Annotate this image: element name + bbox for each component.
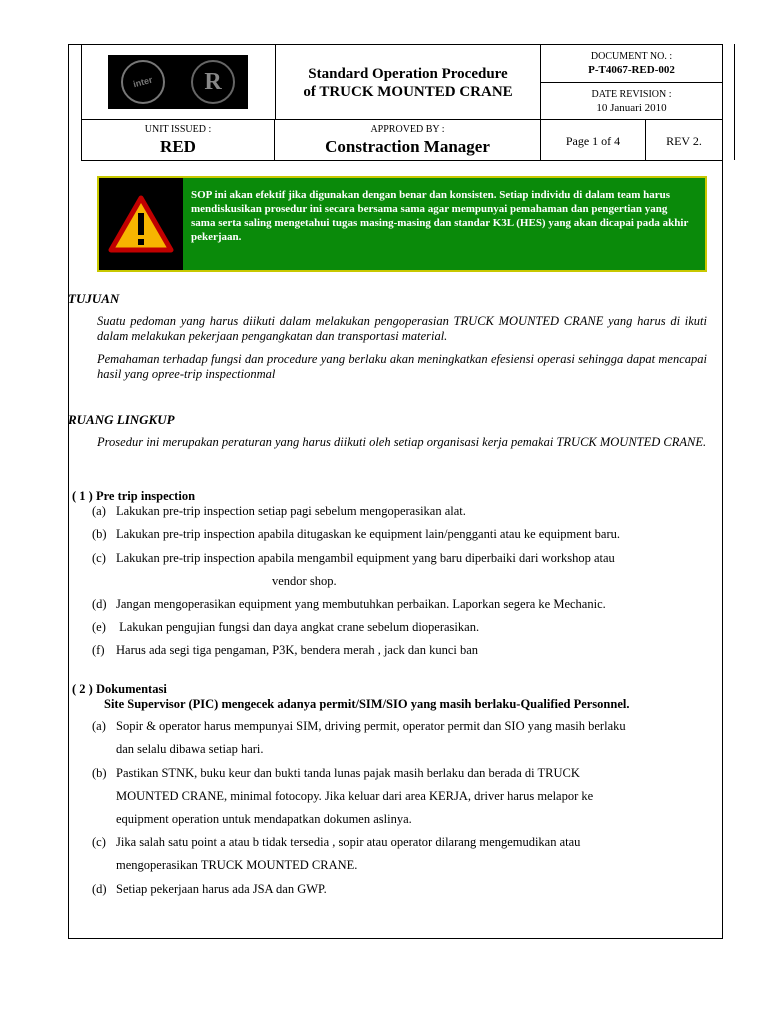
warning-icon-box <box>99 178 183 270</box>
list-marker: (c) <box>92 551 106 565</box>
doc-info-cell <box>541 44 723 119</box>
list-item <box>92 547 710 570</box>
list-marker: (a) <box>92 719 106 733</box>
document-title-line2: of TRUCK MOUNTED CRANE <box>303 84 513 100</box>
logo-left-text: inter <box>132 74 154 90</box>
list-marker: (c) <box>92 835 106 849</box>
page-number: Page 1 of 4 <box>565 134 621 148</box>
list-item <box>92 523 710 546</box>
list-item <box>92 831 710 854</box>
doc-number-value: P-T4067-RED-002 <box>588 64 675 76</box>
document-title-line1: Standard Operation Procedure <box>308 66 508 82</box>
revision-number: REV 2. <box>666 134 702 148</box>
list-item-text: Harus ada segi tiga pengaman, P3K, bendera merah , jack dan kunci ban <box>116 643 479 657</box>
date-revision-label: DATE REVISION : <box>591 89 672 100</box>
list-item <box>92 762 710 785</box>
warning-text: SOP ini akan efektif jika digunakan dengan benar dan konsisten. Setiap individu di dalam team harus mendiskusikan prosedur ini secara bersama sama agar mempunyai pemahaman dan pengertian yang sama serta saling mengetahui tugas masing-masing dan standar K3L (HES) yang akan dicapai pada akhir pekerjaan. <box>191 189 689 243</box>
tujuan-paragraph-1: Suatu pedoman yang harus diikuti dalam melakukan pengoperasian TRUCK MOUNTED CRANE yang harus di ikuti dalam melakukan pekerjaan pengangkatan dan transportasi material. <box>97 314 707 343</box>
unit-issued-cell <box>81 119 275 161</box>
list-item-text: Pastikan STNK, buku keur dan bukti tanda lunas pajak masih berlaku dan berada di TRUCK <box>116 766 580 780</box>
list-item <box>92 715 710 738</box>
list-item <box>92 500 710 523</box>
ruang-lingkup-paragraph: Prosedur ini merupakan peraturan yang harus diikuti oleh setiap organisasi kerja pemakai TRUCK MOUNTED CRANE. <box>97 435 707 449</box>
logo-emblem-right <box>191 60 235 104</box>
list-marker: (a) <box>92 504 106 518</box>
company-logo <box>108 55 248 109</box>
right-border-tick <box>734 44 735 160</box>
list-item-text: Sopir & operator harus mempunyai SIM, driving permit, operator permit dan SIO yang masih berlaku <box>116 719 626 733</box>
list-marker: (b) <box>92 766 107 780</box>
tujuan-paragraph-2: Pemahaman terhadap fungsi dan procedure yang berlaku akan meningkatkan efesiensi operasi sehingga dapat mencapai hasil yang opree-trip inspectionmal <box>97 352 707 381</box>
doc-divider <box>541 82 722 83</box>
list-item-text: Lakukan pre-trip inspection apabila mengambil equipment yang baru diperbaiki dari workshop atau <box>116 551 615 565</box>
section-heading-dokumentasi: ( 2 ) Dokumentasi <box>72 682 167 696</box>
logo-right-text: R <box>204 68 222 95</box>
unit-issued-label: UNIT ISSUED : <box>144 124 212 135</box>
date-revision-value: 10 Januari 2010 <box>596 102 667 114</box>
revision-cell <box>646 119 723 161</box>
list-item-continuation: vendor shop. <box>272 574 337 588</box>
dokumentasi-subheading: Site Supervisor (PIC) mengecek adanya permit/SIM/SIO yang masih berlaku-Qualified Personnel. <box>104 697 630 711</box>
list-marker: (d) <box>92 597 107 611</box>
list-item-continuation: mengoperasikan TRUCK MOUNTED CRANE. <box>116 858 358 872</box>
section-heading-ruang-lingkup: RUANG LINGKUP <box>68 412 175 427</box>
logo-emblem-left <box>121 60 165 104</box>
approved-by-cell <box>275 119 541 161</box>
list-marker: (f) <box>92 643 105 657</box>
list-item <box>92 593 710 616</box>
list-item-text: Jangan mengoperasikan equipment yang membutuhkan perbaikan. Laporkan segera ke Mechanic. <box>116 597 606 611</box>
logo-cell <box>81 44 275 119</box>
list-item <box>92 639 710 662</box>
list-item-continuation: equipment operation untuk mendapatkan dokumen aslinya. <box>116 812 412 826</box>
list-item-text: Lakukan pengujian fungsi dan daya angkat crane sebelum dioperasikan. <box>116 620 480 634</box>
list-item-text: Jika salah satu point a atau b tidak tersedia , sopir atau operator dilarang mengemudikan atau <box>116 835 581 849</box>
warning-triangle-icon <box>108 195 174 253</box>
title-cell <box>275 44 541 119</box>
list-item-text: Lakukan pre-trip inspection apabila ditugaskan ke equipment lain/pengganti atau ke equipment baru. <box>116 527 621 541</box>
list-item-continuation: MOUNTED CRANE, minimal fotocopy. Jika keluar dari area KERJA, driver harus melapor ke <box>116 789 594 803</box>
list-item-text: Setiap pekerjaan harus ada JSA dan GWP. <box>116 882 327 896</box>
page-cell <box>541 119 646 161</box>
approved-by-value: Constraction Manager <box>325 137 490 156</box>
list-item <box>92 878 710 901</box>
section-heading-tujuan: TUJUAN <box>68 291 120 306</box>
list-marker: (d) <box>92 882 107 896</box>
list-marker: (b) <box>92 527 107 541</box>
unit-issued-value: RED <box>160 137 196 156</box>
doc-number-label: DOCUMENT NO. : <box>590 51 673 62</box>
warning-banner <box>97 176 707 272</box>
approved-by-label: APPROVED BY : <box>370 124 445 135</box>
list-item <box>92 616 710 639</box>
list-item-continuation: dan selalu dibawa setiap hari. <box>116 742 264 756</box>
list-item-text: Lakukan pre-trip inspection setiap pagi sebelum mengoperasikan alat. <box>116 504 466 518</box>
section-heading-pretrip: ( 1 ) Pre trip inspection <box>72 489 196 503</box>
list-marker: (e) <box>92 620 106 634</box>
